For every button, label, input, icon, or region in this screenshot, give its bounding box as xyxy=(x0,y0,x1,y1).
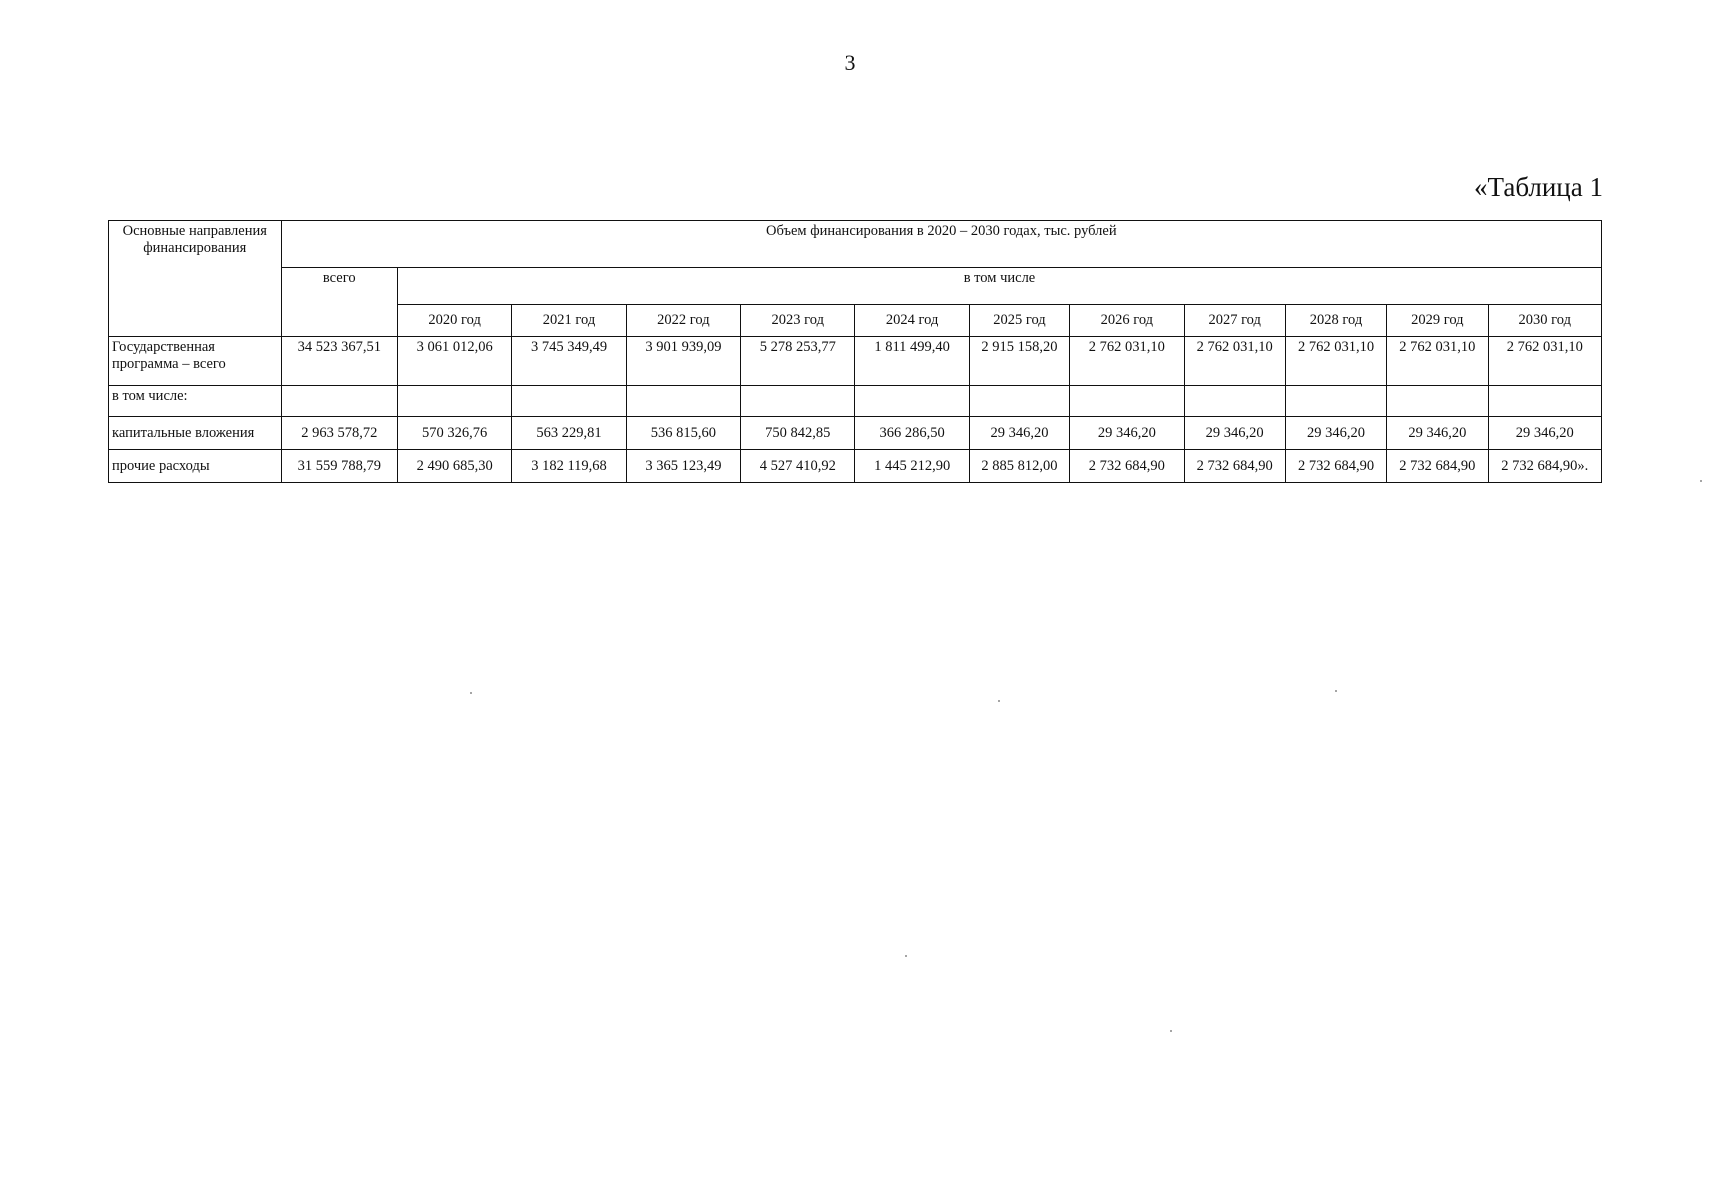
scan-speck xyxy=(905,955,907,957)
header-year: 2029 год xyxy=(1387,305,1488,337)
header-year: 2021 год xyxy=(512,305,626,337)
empty-cell xyxy=(281,386,397,417)
table-cell: 570 326,76 xyxy=(397,417,511,450)
scan-speck xyxy=(1170,1030,1172,1032)
header-year: 2022 год xyxy=(626,305,740,337)
empty-cell xyxy=(969,386,1069,417)
table-cell: 2 885 812,00 xyxy=(969,450,1069,483)
row-total-cell: 31 559 788,79 xyxy=(281,450,397,483)
empty-cell xyxy=(855,386,969,417)
empty-cell xyxy=(1070,386,1184,417)
table-cell: 4 527 410,92 xyxy=(741,450,855,483)
table-cell: 2 762 031,10 xyxy=(1488,337,1602,386)
table-row xyxy=(109,337,1602,386)
table-cell: 29 346,20 xyxy=(1488,417,1602,450)
table-caption: «Таблица 1 xyxy=(1474,172,1603,202)
table-cell: 3 365 123,49 xyxy=(626,450,740,483)
header-volume: Объем финансирования в 2020 – 2030 годах, тыс. рублей xyxy=(281,221,1601,268)
table-cell: 3 061 012,06 xyxy=(397,337,511,386)
financing-table xyxy=(108,220,1602,483)
row-label: капитальные вложения xyxy=(109,417,282,450)
header-year: 2026 год xyxy=(1070,305,1184,337)
row-label: Государственная программа – всего xyxy=(109,337,282,386)
table-row xyxy=(109,417,1602,450)
header-total: всего xyxy=(281,268,397,337)
header-including: в том числе xyxy=(397,268,1601,305)
empty-cell xyxy=(1184,386,1285,417)
empty-cell xyxy=(1488,386,1602,417)
table-cell: 2 732 684,90 xyxy=(1387,450,1488,483)
table-cell: 2 762 031,10 xyxy=(1184,337,1285,386)
table-cell: 2 732 684,90 xyxy=(1184,450,1285,483)
table-cell: 5 278 253,77 xyxy=(741,337,855,386)
row-total-cell: 34 523 367,51 xyxy=(281,337,397,386)
table-cell: 2 732 684,90». xyxy=(1488,450,1602,483)
header-year: 2030 год xyxy=(1488,305,1602,337)
table-cell: 29 346,20 xyxy=(1285,417,1386,450)
table-cell: 750 842,85 xyxy=(741,417,855,450)
empty-cell xyxy=(397,386,511,417)
table-cell: 3 901 939,09 xyxy=(626,337,740,386)
table-cell: 1 445 212,90 xyxy=(855,450,969,483)
table-cell: 536 815,60 xyxy=(626,417,740,450)
header-year: 2028 год xyxy=(1285,305,1386,337)
empty-cell xyxy=(741,386,855,417)
scan-speck xyxy=(1700,480,1702,482)
header-year: 2024 год xyxy=(855,305,969,337)
table-cell: 3 182 119,68 xyxy=(512,450,626,483)
table-cell: 2 490 685,30 xyxy=(397,450,511,483)
header-directions: Основные направления финансирования xyxy=(109,221,282,337)
table-cell: 3 745 349,49 xyxy=(512,337,626,386)
header-year: 2023 год xyxy=(741,305,855,337)
row-label: в том числе: xyxy=(109,386,282,417)
table-cell: 2 762 031,10 xyxy=(1285,337,1386,386)
header-year: 2020 год xyxy=(397,305,511,337)
empty-cell xyxy=(1285,386,1386,417)
scan-speck xyxy=(998,700,1000,702)
scan-speck xyxy=(1335,690,1337,692)
table-cell: 29 346,20 xyxy=(969,417,1069,450)
table-row xyxy=(109,386,1602,417)
table-cell: 29 346,20 xyxy=(1184,417,1285,450)
empty-cell xyxy=(626,386,740,417)
header-year: 2027 год xyxy=(1184,305,1285,337)
table-cell: 2 762 031,10 xyxy=(1070,337,1184,386)
page-number: 3 xyxy=(844,50,856,75)
header-year: 2025 год xyxy=(969,305,1069,337)
table-cell: 563 229,81 xyxy=(512,417,626,450)
empty-cell xyxy=(1387,386,1488,417)
table-cell: 2 762 031,10 xyxy=(1387,337,1488,386)
table-cell: 2 915 158,20 xyxy=(969,337,1069,386)
row-total-cell: 2 963 578,72 xyxy=(281,417,397,450)
scan-speck xyxy=(470,692,472,694)
table-row xyxy=(109,450,1602,483)
empty-cell xyxy=(512,386,626,417)
table-cell: 2 732 684,90 xyxy=(1070,450,1184,483)
table-cell: 366 286,50 xyxy=(855,417,969,450)
table-cell: 2 732 684,90 xyxy=(1285,450,1386,483)
row-label: прочие расходы xyxy=(109,450,282,483)
table-cell: 29 346,20 xyxy=(1387,417,1488,450)
table-cell: 1 811 499,40 xyxy=(855,337,969,386)
table-cell: 29 346,20 xyxy=(1070,417,1184,450)
